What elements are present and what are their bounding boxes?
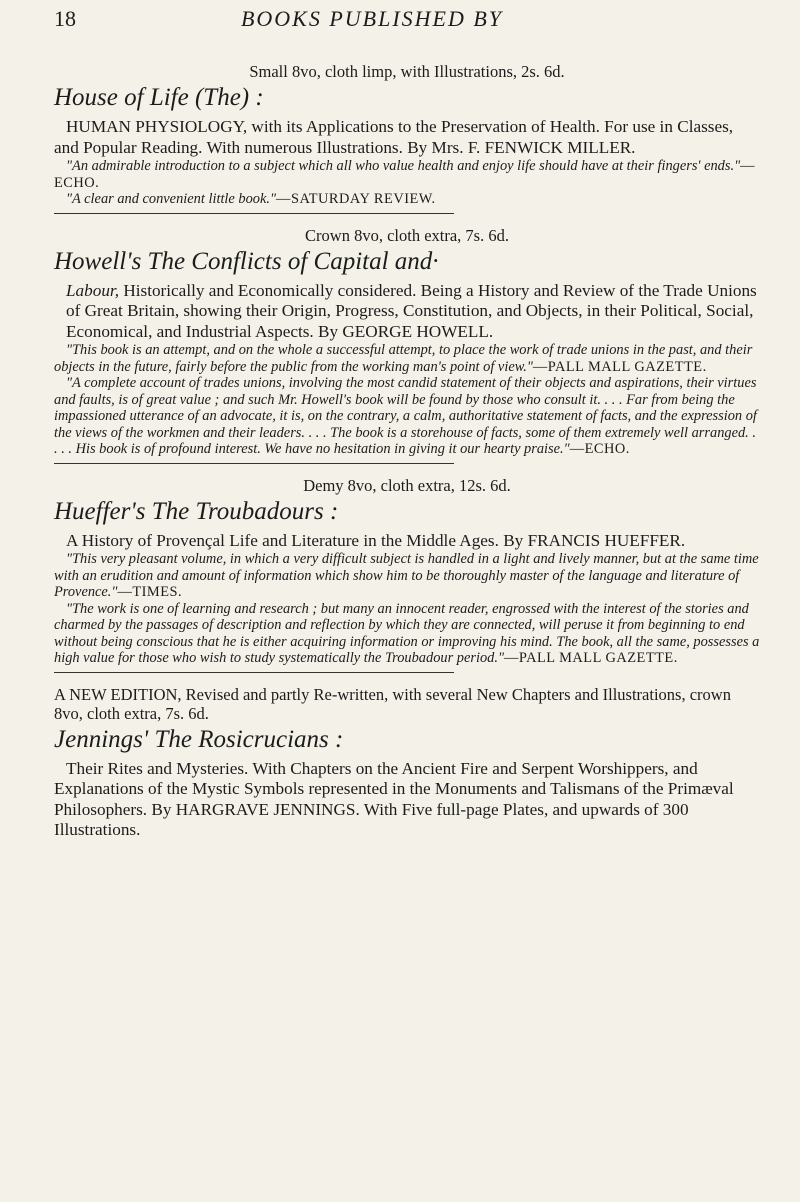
book-description: HUMAN PHYSIOLOGY, with its Applications to the Preservation of Health. For use in Classes, and Popular Reading. With numerous Illustrations. By Mrs. F. FENWICK MILLER. <box>54 117 734 157</box>
review-source: —PALL MALL GAZETTE. <box>532 358 707 375</box>
book-entry-hueffer-troubadours <box>54 476 760 673</box>
book-description: Labour, Historically and Economically considered. Being a History and Review of the Trade Unions of Great Britain, showing their Origin, Progress, Constitution, and Objects, in their Political, Social, Economical, and Industrial Aspects. By GEORGE HOWELL. <box>66 280 757 341</box>
book-subtitle: Labour, <box>66 280 120 300</box>
review-quote: "An admirable introduction to a subject which all who value health and enjoy life should have at their fingers' ends."—ECHO. <box>54 158 756 191</box>
review-quote: "This very pleasant volume, in which a very difficult subject is handled in a light and lively manner, but at the same time with an erudition and amount of information which show him to be thoroughly master of the language and literature of Provence."—TIMES. <box>54 551 759 600</box>
divider-rule <box>54 672 454 673</box>
book-entry-howell-conflicts <box>54 226 760 464</box>
catalogue-content <box>54 62 760 841</box>
review-quote: "The work is one of learning and research ; but many an innocent reader, engrossed with the interest of the stories and charmed by the passages of description and reflection by which they are connected, will peruse it from beginning to end without being conscious that he is either acquiring information or improving his mind. The book, all the same, possesses a high value for those who wish to study systematically the Troubadour period."—PALL MALL GAZETTE. <box>54 600 760 666</box>
review-source: —ECHO. <box>54 158 756 191</box>
book-title: Howell's The Conflicts of Capital and· <box>54 247 439 275</box>
review-quote: "A complete account of trades unions, involving the most candid statement of their objects and aspirations, their virtues and faults, is of great value ; and such Mr. Howell's book will be found by those who consult it. . . . Far from being the impassioned utterance of an advocate, it is, on the contrary, a calm, authoritative statement of facts, and the expression of the views of the workmen and their leaders. . . . The book is a storehouse of facts, some of them extremely well arranged. . . . . His book is of profound interest. We have no hesitation in giving it our hearty praise."—ECHO. <box>54 375 757 457</box>
edition-info: Demy 8vo, cloth extra, 12s. 6d. <box>303 475 511 495</box>
review-source: —SATURDAY REVIEW. <box>276 191 436 207</box>
book-description: Their Rites and Mysteries. With Chapters on the Ancient Fire and Serpent Worshippers, and Explanations of the Mystic Symbols represented in the Monuments and Talismans of the Primæval Philosophers. By HARGRAVE JENNINGS. With Five full-page Plates, and upwards of 300 Illustrations. <box>54 758 734 839</box>
edition-info: Small 8vo, cloth limp, with Illustrations, 2s. 6d. <box>249 62 565 81</box>
book-description: A History of Provençal Life and Literature in the Middle Ages. By FRANCIS HUEFFER. <box>66 530 686 550</box>
review-source: —TIMES. <box>117 584 183 600</box>
book-entry-house-of-life <box>54 62 760 214</box>
review-source: —ECHO. <box>569 441 630 457</box>
page-number: 18 <box>54 6 76 31</box>
edition-info: Crown 8vo, cloth extra, 7s. 6d. <box>305 225 509 245</box>
edition-info: A NEW EDITION, Revised and partly Re-written, with several New Chapters and Illustrations, crown 8vo, cloth extra, 7s. 6d. <box>54 684 731 723</box>
divider-rule <box>54 463 454 464</box>
book-entry-jennings-rosicrucians <box>54 685 760 841</box>
review-source: —PALL MALL GAZETTE. <box>504 650 678 666</box>
book-title: House of Life (The) : <box>54 84 264 111</box>
divider-rule <box>54 213 454 214</box>
book-title: Hueffer's The Troubadours : <box>54 497 339 525</box>
review-quote: "A clear and convenient little book."—SATURDAY REVIEW. <box>66 191 436 207</box>
book-title: Jennings' The Rosicrucians : <box>54 725 344 753</box>
review-quote: "This book is an attempt, and on the whole a successful attempt, to place the work of trade unions in the past, and their objects in the future, fairly before the public from the working man's point of view."—PALL MALL GAZETTE. <box>54 342 753 375</box>
page-header <box>54 6 690 42</box>
running-head: BOOKS PUBLISHED BY <box>240 6 504 31</box>
